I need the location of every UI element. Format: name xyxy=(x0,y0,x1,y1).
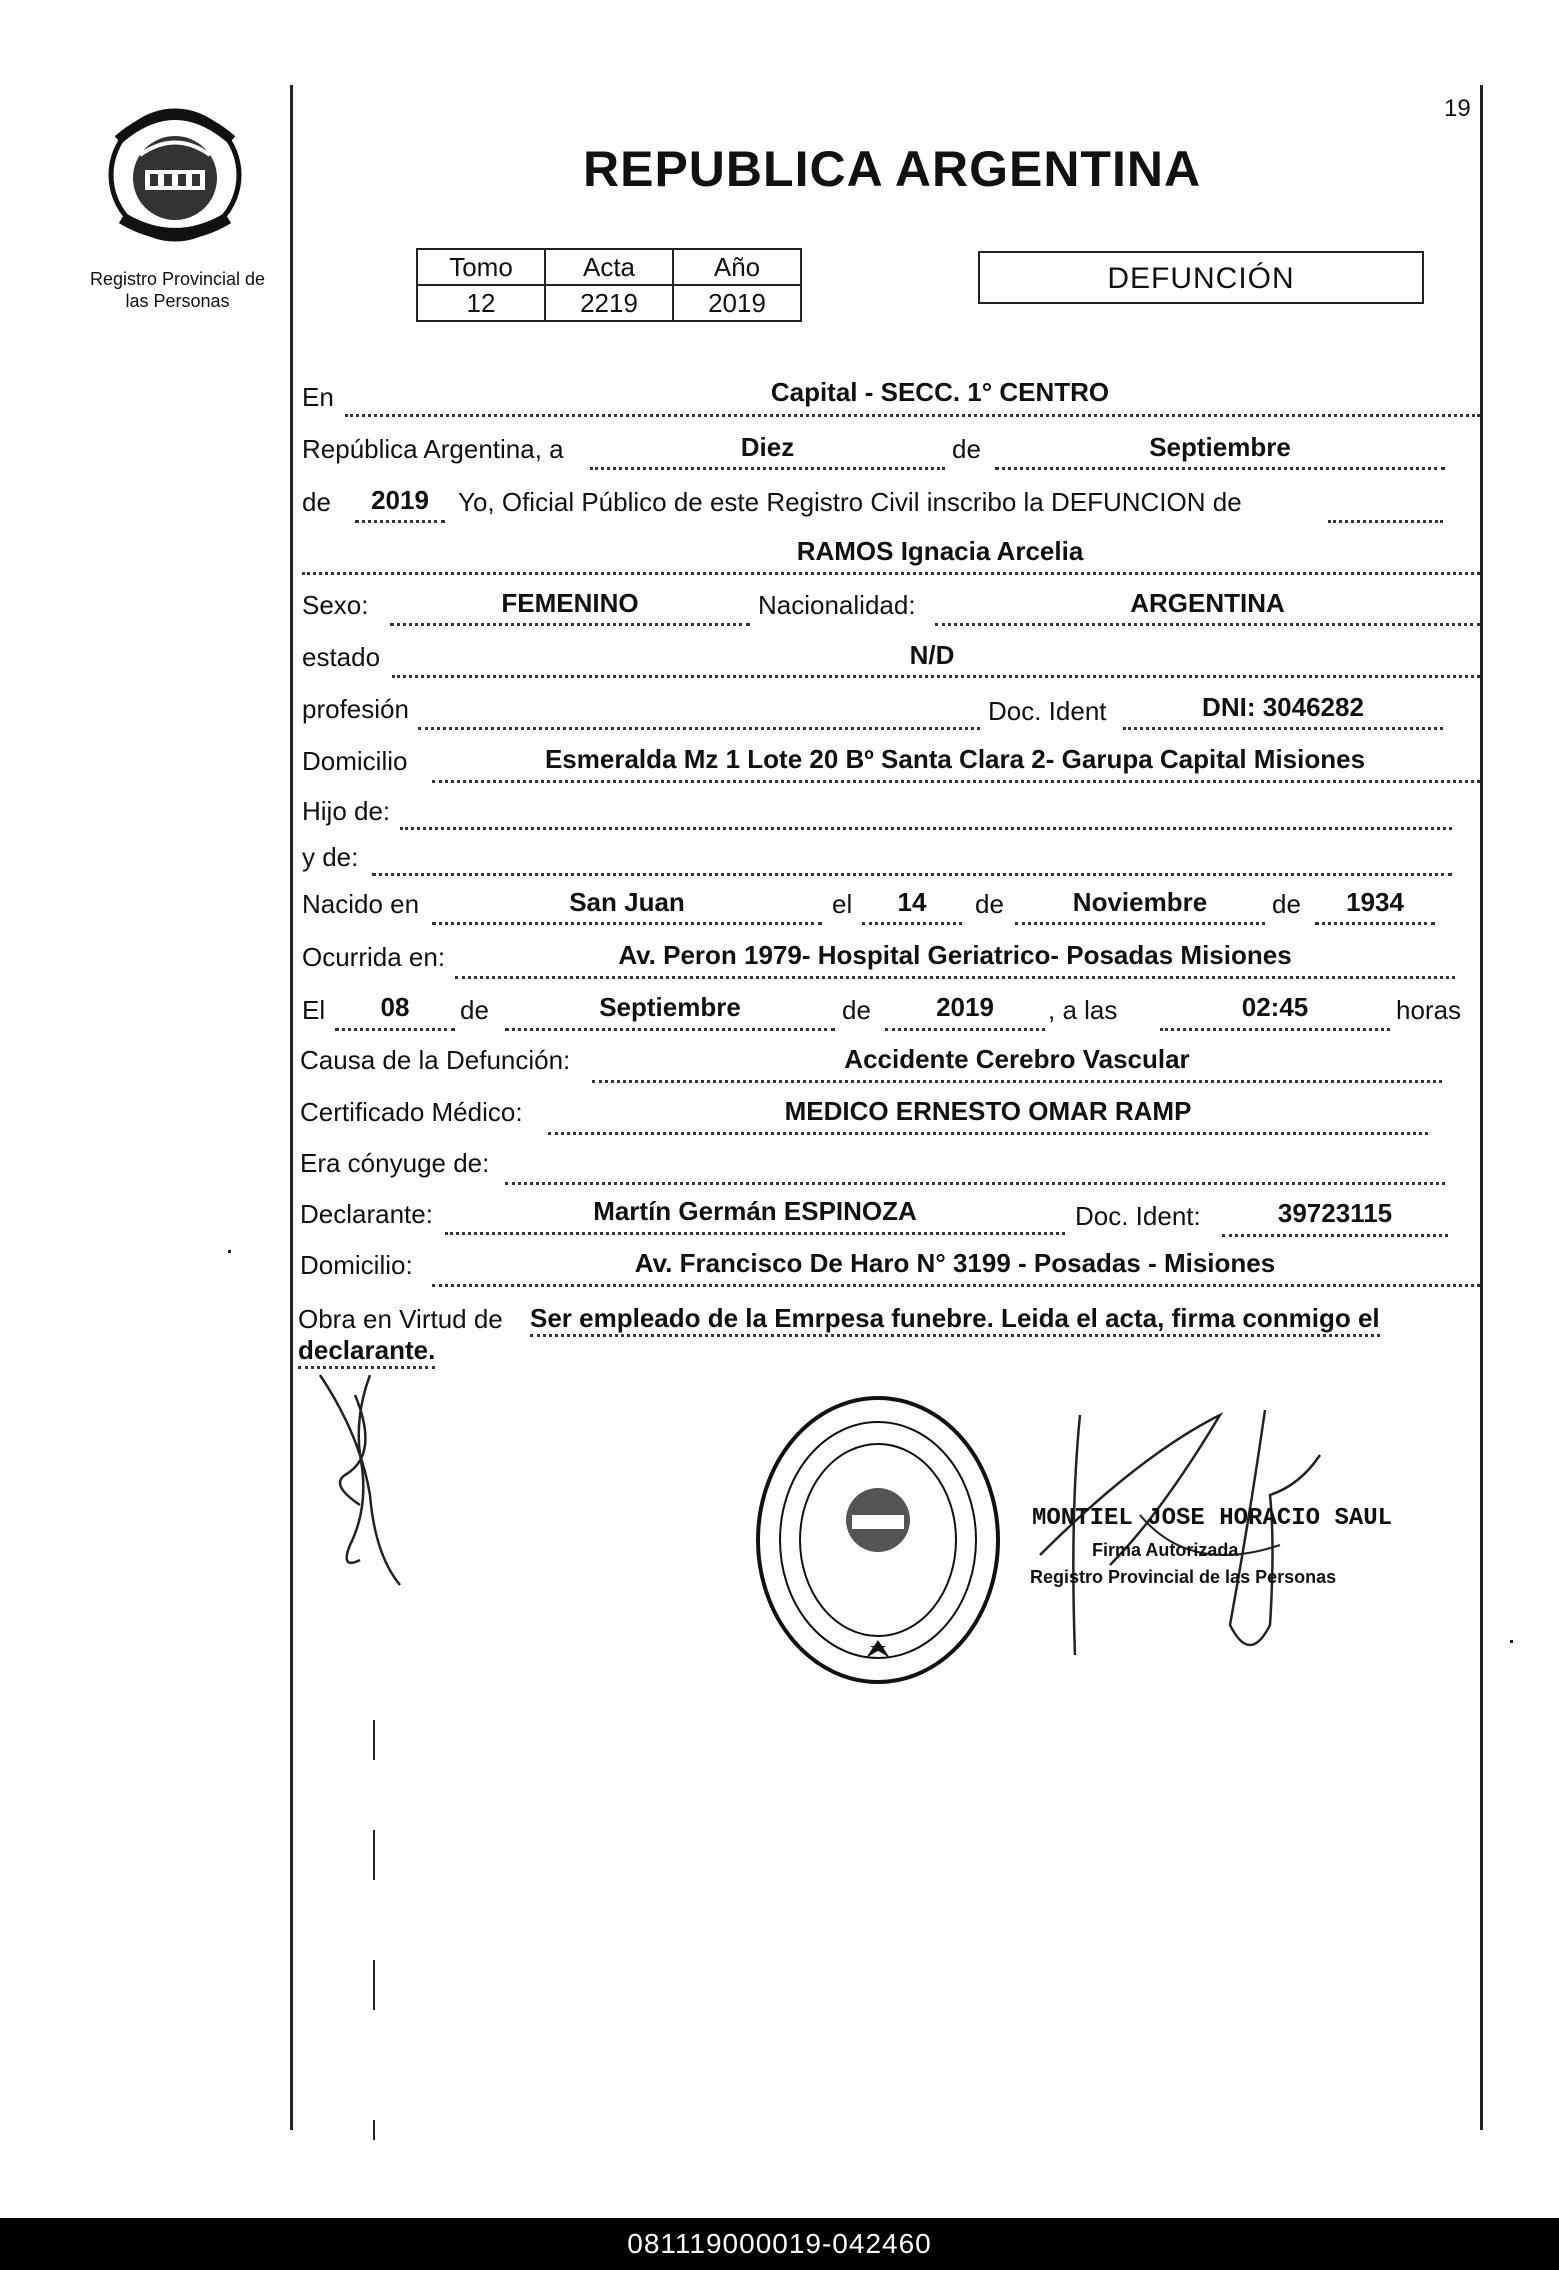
month-value: Septiembre xyxy=(1149,432,1291,462)
registry-value-ano: 2019 xyxy=(673,285,801,321)
nacido-label: Nacido en xyxy=(302,889,420,919)
footer-code: 081119000019-042460 xyxy=(627,2228,932,2259)
scan-mark xyxy=(373,1830,375,1880)
ocurrida-dots xyxy=(455,976,1455,979)
en-label: En xyxy=(302,382,334,412)
stamp-line3: Registro Provincial de las Personas xyxy=(1030,1567,1337,1587)
declarant-signature xyxy=(300,1355,440,1595)
year-dots xyxy=(355,520,445,523)
nacionalidad-label: Nacionalidad: xyxy=(758,590,916,620)
right-margin-line xyxy=(1480,85,1483,2130)
stamp-line2: Firma Autorizada xyxy=(1092,1540,1239,1560)
registry-table xyxy=(416,248,802,322)
declarante-label: Declarante: xyxy=(300,1199,433,1229)
de-label: de xyxy=(952,434,981,464)
scan-mark xyxy=(373,2120,375,2140)
year-prefix-label: de xyxy=(302,487,331,517)
nacionalidad-dots xyxy=(935,623,1480,626)
obra-label: Obra en Virtud de xyxy=(298,1304,503,1334)
hijo-dots xyxy=(400,827,1452,830)
month-dots xyxy=(995,467,1445,470)
registry-header-acta: Acta xyxy=(545,249,673,285)
birth-month-dots xyxy=(1015,922,1265,925)
stamp-line1: MONTIEL JOSE HORACIO SAUL xyxy=(1032,1505,1393,1532)
death-month-dots xyxy=(505,1028,835,1031)
estado-label: estado xyxy=(302,642,381,672)
sexo-value: FEMENINO xyxy=(501,588,639,618)
republica-label: República Argentina, a xyxy=(302,434,564,464)
statement-dots xyxy=(1328,520,1443,523)
obra-value-line2: declarante. xyxy=(298,1334,435,1369)
registry-header-tomo: Tomo xyxy=(417,249,545,285)
doc-ident-dots xyxy=(1123,727,1443,730)
statement-text: Yo, Oficial Público de este Registro Civil inscribo la DEFUNCION de xyxy=(458,487,1242,517)
hijo-label: Hijo de: xyxy=(302,796,391,826)
left-margin-line xyxy=(290,85,293,2130)
page-number: 19 xyxy=(1444,95,1471,122)
deceased-name: RAMOS Ignacia Arcelia xyxy=(796,536,1084,566)
a-las-label: , a las xyxy=(1048,995,1118,1025)
scan-mark xyxy=(373,1720,375,1760)
birth-month: Noviembre xyxy=(1072,887,1208,917)
certificado-label: Certificado Médico: xyxy=(300,1097,523,1127)
logo-caption xyxy=(70,268,285,312)
y-de-dots xyxy=(372,873,1452,876)
nacido-place: San Juan xyxy=(569,887,685,917)
sexo-label: Sexo: xyxy=(302,590,369,620)
conyuge-dots xyxy=(505,1182,1445,1185)
de-label-5: de xyxy=(842,995,871,1025)
death-time-dots xyxy=(1160,1028,1390,1031)
decl-doc-dots xyxy=(1222,1234,1448,1237)
certificado-dots xyxy=(548,1132,1428,1135)
conyuge-label: Era cónyuge de: xyxy=(300,1148,490,1178)
official-stamp xyxy=(1020,1395,1393,1665)
day-dots xyxy=(590,467,945,470)
birth-day: 14 xyxy=(897,887,927,917)
sexo-dots xyxy=(390,623,750,626)
ocurrida-value: Av. Peron 1979- Hospital Geriatrico- Posadas Misiones xyxy=(618,940,1292,970)
doc-ident-label: Doc. Ident xyxy=(988,696,1107,726)
registry-value-row xyxy=(417,285,801,321)
profesion-dots xyxy=(418,727,980,730)
de-label-3: de xyxy=(1272,889,1301,919)
year-value: 2019 xyxy=(371,485,429,515)
registry-value-tomo: 12 xyxy=(417,285,545,321)
en-value: Capital - SECC. 1° CENTRO xyxy=(770,377,1110,407)
registry-header-row xyxy=(417,249,801,285)
day-value: Diez xyxy=(740,432,795,462)
official-seal xyxy=(752,1390,1004,1690)
death-year: 2019 xyxy=(936,992,994,1022)
logo-caption-line2: las Personas xyxy=(125,291,230,311)
certificado-value: MEDICO ERNESTO OMAR RAMP xyxy=(784,1096,1192,1126)
province-emblem-icon xyxy=(100,100,250,250)
decl-domicilio-value: Av. Francisco De Haro N° 3199 - Posadas - Misiones xyxy=(634,1248,1276,1278)
declarante-value: Martín Germán ESPINOZA xyxy=(593,1196,917,1226)
en-dots xyxy=(345,414,1480,417)
domicilio-label: Domicilio xyxy=(302,746,408,776)
domicilio-value: Esmeralda Mz 1 Lote 20 Bº Santa Clara 2- Garupa Capital Misiones xyxy=(544,744,1366,774)
record-type-box: DEFUNCIÓN xyxy=(978,251,1424,304)
decl-doc-label: Doc. Ident: xyxy=(1075,1201,1201,1231)
declarante-dots xyxy=(445,1232,1065,1235)
de-label-4: de xyxy=(460,995,489,1025)
el-label: el xyxy=(832,889,853,919)
nacionalidad-value: ARGENTINA xyxy=(1130,588,1285,618)
scan-mark xyxy=(228,1250,231,1253)
estado-value: N/D xyxy=(909,640,955,670)
logo-caption-line1: Registro Provincial de xyxy=(89,269,266,289)
registry-value-acta: 2219 xyxy=(545,285,673,321)
scan-mark xyxy=(373,1960,375,2010)
y-de-label: y de: xyxy=(302,842,359,872)
scan-mark xyxy=(1510,1640,1513,1643)
horas-label: horas xyxy=(1396,995,1462,1025)
death-time: 02:45 xyxy=(1241,992,1309,1022)
registry-header-ano: Año xyxy=(673,249,801,285)
causa-value: Accidente Cerebro Vascular xyxy=(844,1044,1190,1074)
birth-day-dots xyxy=(862,922,962,925)
death-month: Septiembre xyxy=(599,992,741,1022)
causa-dots xyxy=(592,1080,1442,1083)
name-dots xyxy=(302,572,1480,575)
decl-domicilio-label: Domicilio: xyxy=(300,1250,413,1280)
birth-year-dots xyxy=(1315,922,1435,925)
death-year-dots xyxy=(885,1028,1045,1031)
death-day-dots xyxy=(335,1028,455,1031)
de-label-2: de xyxy=(975,889,1004,919)
ocurrida-label: Ocurrida en: xyxy=(302,942,446,972)
document-title: REPUBLICA ARGENTINA xyxy=(583,141,1202,197)
estado-dots xyxy=(392,675,1480,678)
death-day: 08 xyxy=(380,992,410,1022)
doc-ident-value: DNI: 3046282 xyxy=(1202,692,1364,722)
nacido-dots xyxy=(432,922,822,925)
obra-value-line1: Ser empleado de la Emrpesa funebre. Leida el acta, firma conmigo el xyxy=(530,1302,1380,1337)
el-label-2: El xyxy=(302,995,326,1025)
causa-label: Causa de la Defunción: xyxy=(300,1045,571,1075)
birth-year: 1934 xyxy=(1346,887,1404,917)
domicilio-dots xyxy=(432,780,1480,783)
decl-doc-value: 39723115 xyxy=(1277,1198,1393,1228)
decl-domicilio-dots xyxy=(432,1284,1480,1287)
profesion-label: profesión xyxy=(302,694,409,724)
